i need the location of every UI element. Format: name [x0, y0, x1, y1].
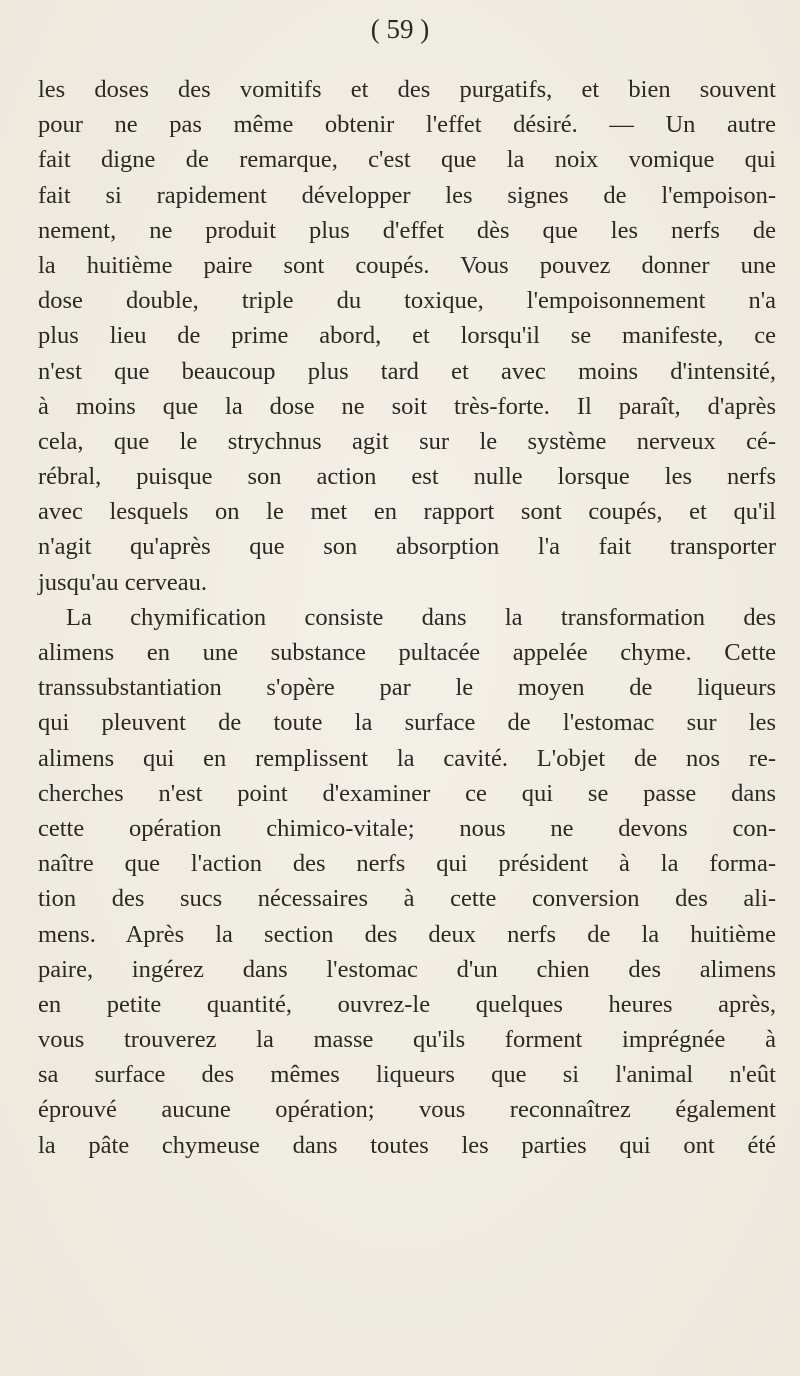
text-line-16: La chymification consiste dans la transformation des [66, 603, 776, 631]
text-line-25: mens. Après la section des deux nerfs de la huitième [38, 920, 776, 948]
text-line-4: fait si rapidement développer les signes de l'empoison- [38, 181, 776, 209]
text-line-21: cherches n'est point d'examiner ce qui se passe dans [38, 779, 776, 807]
text-line-13: avec lesquels on le met en rapport sont coupés, et qu'il [38, 498, 776, 526]
text-line-2: pour ne pas même obtenir l'effet désiré. — Un autre [38, 111, 776, 139]
text-line-15: jusqu'au cerveau. [38, 568, 208, 596]
body-text [38, 72, 776, 1163]
text-line-29: sa surface des mêmes liqueurs que si l'animal n'eût [38, 1061, 776, 1089]
text-line-5: nement, ne produit plus d'effet dès que les nerfs de [38, 216, 776, 244]
text-line-9: n'est que beaucoup plus tard et avec moins d'intensité, [38, 357, 776, 385]
text-line-14: n'agit qu'après que son absorption l'a fait transporter [38, 533, 776, 561]
text-line-30: éprouvé aucune opération; vous reconnaîtrez également [38, 1096, 776, 1124]
text-line-1: les doses des vomitifs et des purgatifs, et bien souvent [38, 76, 776, 103]
text-line-27: en petite quantité, ouvrez-le quelques heures après, [38, 990, 776, 1018]
text-line-23: naître que l'action des nerfs qui président à la forma- [38, 850, 776, 878]
text-line-6: la huitième paire sont coupés. Vous pouvez donner une [38, 251, 776, 279]
text-line-7: dose double, triple du toxique, l'empoisonnement n'a [38, 287, 776, 315]
text-line-19: qui pleuvent de toute la surface de l'estomac sur les [38, 709, 776, 737]
text-line-3: fait digne de remarque, c'est que la noix vomique qui [38, 146, 776, 174]
text-line-12: rébral, puisque son action est nulle lorsque les nerfs [38, 463, 776, 491]
text-line-24: tion des sucs nécessaires à cette conversion des ali- [38, 885, 776, 913]
page-number: ( 59 ) [370, 14, 430, 44]
text-line-18: transsubstantiation s'opère par le moyen de liqueurs [38, 674, 776, 702]
text-line-17: alimens en une substance pultacée appelée chyme. Cette [38, 639, 776, 666]
text-line-11: cela, que le strychnus agit sur le système nerveux cé- [38, 427, 776, 455]
text-line-22: cette opération chimico-vitale; nous ne devons con- [38, 814, 776, 842]
text-line-28: vous trouverez la masse qu'ils forment imprégnée à [38, 1026, 776, 1054]
text-line-8: plus lieu de prime abord, et lorsqu'il se manifeste, ce [38, 322, 776, 350]
text-line-26: paire, ingérez dans l'estomac d'un chien des alimens [38, 955, 776, 983]
text-line-20: alimens qui en remplissent la cavité. L'objet de nos re- [38, 744, 776, 772]
text-line-10: à moins que la dose ne soit très-forte. Il paraît, d'après [38, 392, 776, 420]
text-line-31: la pâte chymeuse dans toutes les parties qui ont été [38, 1131, 776, 1159]
